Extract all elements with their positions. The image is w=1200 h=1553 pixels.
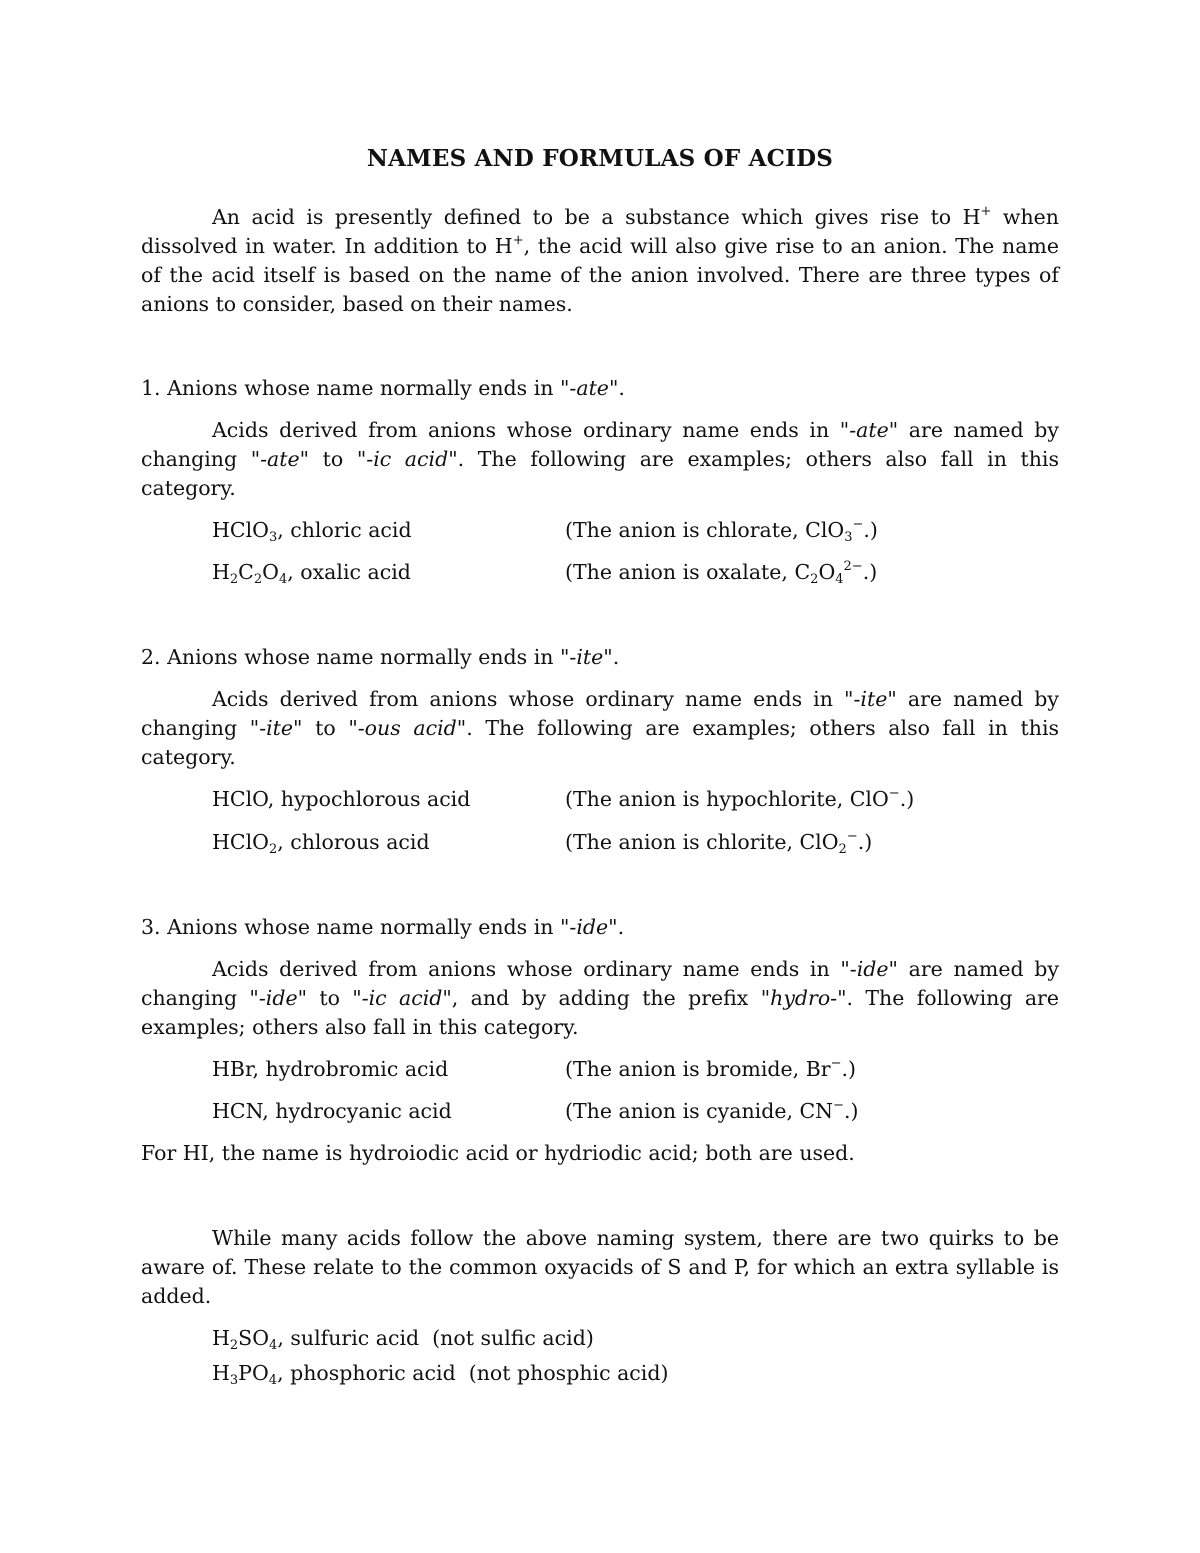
section-1-note-2: (The anion is oxalate, $C_2O_4^{2-}$.) (565, 559, 878, 587)
hi-note: For HI, the name is hydroiodic acid or hydriodic acid; both are used. (141, 1141, 855, 1165)
section-1-example-2: $H_2C_2O_4$, oxalic acid (212, 560, 411, 587)
section-1-note-1: (The anion is chlorate, ClO$_3$−.) (565, 517, 878, 545)
sulfuric-acid-line: $H_2SO_4$, sulfuric acid (not sulfic acid) (212, 1326, 594, 1353)
section-2-example-2: HClO$_2$, chlorous acid (212, 830, 430, 857)
intro-sup-1: + (980, 204, 992, 219)
section-2-note-2: (The anion is chlorite, ClO$_2$−.) (565, 829, 873, 857)
section-2-paragraph: Acids derived from anions whose ordinary name ends in "-ite" are named by changing "-ite" to "-ous acid". The following are examples; others also fall in this category. (141, 687, 1060, 769)
section-2-example-1: HClO, hypochlorous acid (212, 787, 471, 811)
intro-text-3: , the acid will also give rise to an anion. The name of the acid itself is based on the name of the anion involved. There are three types of anions to consider, based on their names. (141, 234, 1060, 316)
intro-text-1: An acid is presently defined to be a substance which gives rise to H (212, 205, 981, 229)
section-3-example-2: HCN, hydrocyanic acid (212, 1099, 452, 1123)
section-1-paragraph: Acids derived from anions whose ordinary name ends in "-ate" are named by changing "-ate" to "-ic acid". The following are examples; others also fall in this category. (141, 418, 1059, 500)
section-3-heading: 3. Anions whose name normally ends in "-ide". (141, 915, 625, 939)
page-title: NAMES AND FORMULAS OF ACIDS (366, 145, 834, 172)
section-3-paragraph: Acids derived from anions whose ordinary name ends in "-ide" are named by changing "-ide" to "-ic acid", and by adding the prefix "hydro-". The following are examples; others also fall in this category. (141, 957, 1059, 1039)
section-2-note-1: (The anion is hypochlorite, ClO−.) (565, 786, 915, 811)
section-3-example-1: HBr, hydrobromic acid (212, 1057, 449, 1081)
section-1-heading: 1. Anions whose name normally ends in "-ate". (141, 376, 625, 400)
quirks-paragraph: While many acids follow the above naming system, there are two quirks to be aware of. These relate to the common oxyacids of S and P, for which an extra syllable is added. (141, 1226, 1059, 1308)
section-1-example-1: HClO$_3$, chloric acid (212, 518, 412, 545)
phosphoric-acid-line: $H_3PO_4$, phosphoric acid (not phosphic acid) (212, 1361, 669, 1388)
section-3-note-1: (The anion is bromide, Br−.) (565, 1056, 856, 1081)
intro-text-2: when dissolved in water. In addition to H (141, 205, 1059, 258)
intro-paragraph (141, 203, 1059, 319)
intro-sup-2: + (512, 233, 524, 248)
section-3-note-2: (The anion is cyanide, CN−.) (565, 1098, 859, 1123)
section-2-heading: 2. Anions whose name normally ends in "-ite". (141, 645, 620, 669)
